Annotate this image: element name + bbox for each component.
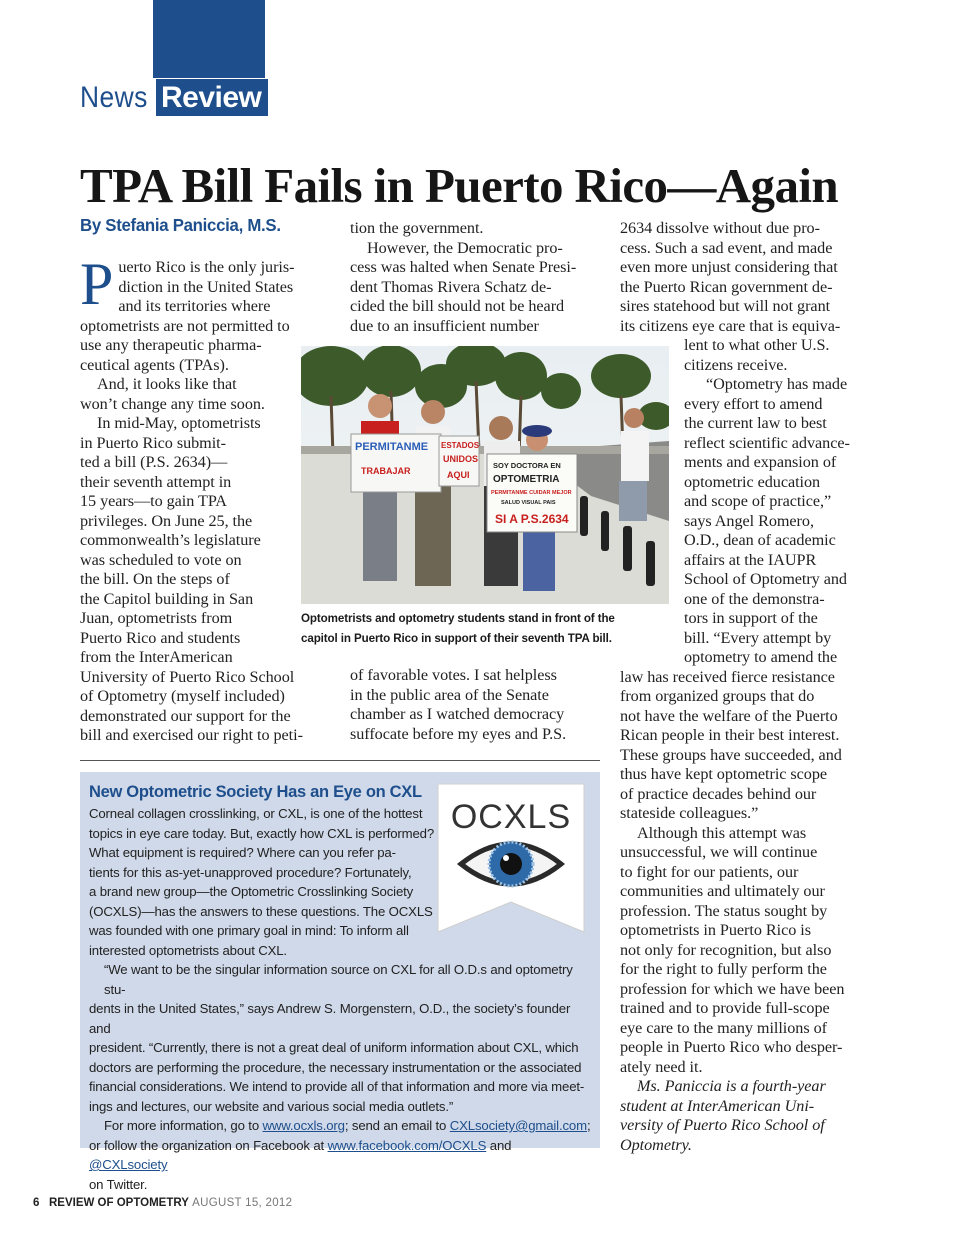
column-line: of Optometry (myself included) (80, 687, 285, 705)
eye-logo-icon (436, 782, 586, 938)
column-line: cess was halted when Senate Presi- (350, 258, 577, 276)
article-column-2-bottom (350, 666, 600, 744)
column-line: Juan, optometrists from (80, 609, 233, 627)
column-line: bill. “Every attempt by (684, 628, 832, 647)
article-headline: TPA Bill Fails in Puerto Rico—Again (80, 158, 839, 213)
column-line: uerto Rico is the only juris- (118, 258, 295, 276)
logo-text: OCXLS (450, 798, 572, 836)
column-line: the Capitol building in San (80, 589, 254, 608)
article-column-2-top (350, 219, 600, 336)
sidebar-line (89, 1136, 591, 1175)
column-line: one of the demonstra- (684, 589, 825, 608)
sign-2-line-2: UNIDOS (443, 454, 479, 464)
sign-1-line-1: PERMITANME (355, 441, 429, 453)
column-line: not have the welfare of the Puerto (620, 706, 838, 725)
sign-1-line-2: TRABAJAR (361, 466, 411, 476)
sign-3-line-2: OPTOMETRIA (493, 474, 560, 485)
sidebar-line: was founded with one primary goal in mind: To inform all (89, 923, 409, 938)
sidebar-line: Corneal collagen crosslinking, or CXL, is one of the hottest (89, 806, 423, 821)
sign-2-line-3: AQUI (447, 470, 470, 480)
column-line: optometrists in Puerto Rico is (620, 921, 811, 939)
sidebar-line: a brand new group—the Optometric Crosslinking Society (89, 884, 414, 899)
column-line: tors in support of the (684, 609, 818, 627)
caption-line: Optometrists and optometry students stand in front of the (301, 612, 615, 625)
column-line: people in Puerto Rico who desper- (620, 1038, 843, 1056)
article-column-1 (80, 251, 325, 746)
column-line: says Angel Romero, (684, 511, 814, 530)
sidebar-text-span: ; (586, 1118, 591, 1133)
column-line: commonwealth’s legislature (80, 531, 261, 549)
column-line: the current law to best (684, 414, 827, 432)
column-line: And, it looks like that (97, 375, 237, 393)
sidebar-line: president. “Currently, there is not a great deal of uniform information about CXL, which (89, 1040, 579, 1055)
column-line: reflect scientific advance- (684, 433, 850, 452)
column-line: citizens receive. (684, 355, 788, 374)
sidebar-line: interested optometrists about CXL. (89, 942, 287, 958)
column-line: 2634 dissolve without due pro- (620, 219, 820, 237)
column-line: 15 years—to gain TPA (80, 492, 227, 510)
column-line: affairs at the IAUPR (684, 550, 817, 569)
sidebar-line: doctors are performing the procedure, the necessary instrumentation or the associated (89, 1059, 582, 1075)
ocxls-logo (436, 782, 586, 938)
column-line: their seventh attempt in (80, 472, 232, 491)
sidebar-text-span: ; send an email to (344, 1118, 450, 1133)
website-link[interactable]: www.ocxls.org (262, 1118, 345, 1133)
column-line: O.D., dean of academic (684, 531, 836, 549)
sidebar-title: New Optometric Society Has an Eye on CXL (89, 783, 422, 801)
sidebar-line: financial considerations. We intend to provide all of that information and more via meet- (89, 1079, 585, 1094)
column-line: demonstrated our support for the (80, 706, 291, 725)
column-line: University of Puerto Rico School (80, 667, 295, 686)
article-column-3 (620, 219, 875, 1155)
sidebar-line: topics in eye care today. But, exactly how CXL is performed? (89, 825, 435, 841)
sidebar-line: tients for this as-yet-unapproved procedure? Fortunately, (89, 864, 412, 880)
twitter-link[interactable]: @CXLsociety (89, 1157, 168, 1172)
column-line: Rican people in their best interest. (620, 726, 840, 744)
column-line: and scope of practice,” (684, 492, 832, 510)
email-link[interactable]: CXLsociety@gmail.com (449, 1118, 587, 1133)
drop-cap: P (80, 251, 114, 317)
sign-3-line-4: SALUD VISUAL PAIS (501, 500, 556, 506)
protest-photo (301, 346, 669, 604)
column-line: thus have kept optometric scope (620, 765, 828, 783)
column-line: Puerto Rico and students (80, 628, 241, 647)
column-line: optometrists are not permitted to (80, 316, 290, 335)
column-line: bill and exercised our right to peti- (80, 726, 303, 744)
sidebar-line: ings and lectures, our website and various social media outlets.” (89, 1098, 454, 1114)
column-line: the bill. On the steps of (80, 570, 230, 588)
column-line: for the right to fully perform the (620, 960, 827, 978)
masthead-review: Review (156, 79, 268, 116)
sidebar-line: on Twitter. (89, 1176, 148, 1192)
sign-3-line-3: PERMITANME CUIDAR MEJOR (491, 490, 572, 496)
column-line: profession for which we have been (620, 979, 845, 998)
column-line: Although this attempt was (637, 823, 807, 842)
column-line: ted a bill (P.S. 2634)— (80, 453, 228, 471)
column-line: “Optometry has made (706, 375, 848, 393)
column-line: in Puerto Rico submit- (80, 433, 226, 452)
column-line: ately need it. (620, 1057, 703, 1076)
sidebar-line: (OCXLS)—has the answers to these questions. The OCXLS (89, 903, 433, 919)
column-line: use any therapeutic pharma- (80, 336, 262, 354)
section-masthead (80, 79, 268, 116)
caption-line: capitol in Puerto Rico in support of their seventh TPA bill. (301, 631, 612, 645)
column-line: optometry to amend the (684, 648, 838, 666)
column-line: School of Optometry and (684, 570, 847, 588)
sign-3-line-1: SOY DOCTORA EN (493, 461, 561, 470)
column-line: was scheduled to vote on (80, 550, 242, 569)
masthead-news: News (80, 81, 148, 114)
column-line: cess. Such a sad event, and made (620, 238, 833, 257)
column-line: In mid-May, optometrists (97, 414, 261, 432)
column-line: of favorable votes. I sat helpless (350, 666, 557, 684)
column-line: optometric education (684, 472, 821, 491)
author-note: Ms. Paniccia is a fourth-year (637, 1077, 826, 1095)
sign-2-line-1: ESTADOS (441, 441, 480, 450)
column-line: tion the government. (350, 219, 484, 237)
column-line: profession. The status sought by (620, 901, 828, 920)
column-line: law has received fierce resistance (620, 667, 835, 686)
article-photo (301, 346, 669, 604)
column-line: and its territories where (118, 297, 271, 315)
author-note: versity of Puerto Rico School of (620, 1116, 825, 1134)
column-line: privileges. On June 25, the (80, 511, 253, 530)
column-line: ceutical agents (TPAs). (80, 355, 229, 374)
column-line: sires statehood but will not grant (620, 297, 831, 315)
column-line: every effort to amend (684, 394, 823, 413)
column-line: suffocate before my eyes and P.S. (350, 724, 567, 743)
column-line: its citizens eye care that is equiva- (620, 316, 841, 335)
column-line: not only for recognition, but also (620, 940, 832, 959)
column-line: dent Thomas Rivera Schatz de- (350, 277, 552, 296)
sidebar-text-span: and (486, 1137, 512, 1153)
sidebar-text-span: or follow the organization on Facebook at (89, 1137, 328, 1153)
sidebar-line (89, 1116, 591, 1136)
sidebar-line: dents in the United States,” says Andrew S. Morgenstern, O.D., the society’s founder and (89, 1001, 571, 1036)
author-note: student at InterAmerican Uni- (620, 1096, 815, 1115)
photo-caption (301, 609, 669, 648)
column-line: trained and to provide full-scope (620, 999, 830, 1017)
sidebar-line: “We want to be the singular information source on CXL for all O.D.s and optometry stu- (104, 962, 573, 997)
column-line: from organized groups that do (620, 687, 815, 705)
column-line: cided the bill should not be heard (350, 297, 565, 315)
page-number: 6 (33, 1197, 40, 1209)
column-line: eye care to the many millions of (620, 1018, 827, 1037)
article-byline: By Stefania Paniccia, M.S. (80, 215, 281, 235)
column-line: from the InterAmerican (80, 648, 233, 666)
column-line: ments and expansion of (684, 453, 837, 471)
masthead-bar (153, 0, 265, 78)
column-line: stateside colleagues.” (620, 804, 759, 822)
column-line: However, the Democratic pro- (367, 238, 563, 257)
issue-date: AUGUST 15, 2012 (192, 1197, 293, 1209)
column-line: diction in the United States (118, 277, 294, 296)
column-line: lent to what other U.S. (684, 336, 830, 354)
column-line: even more unjust considering that (620, 258, 838, 276)
column-line: These groups have succeeded, and (620, 745, 842, 764)
section-divider (80, 760, 600, 761)
column-line: communities and ultimately our (620, 882, 825, 900)
sidebar-line: What equipment is required? Where can you refer pa- (89, 845, 396, 860)
column-line: in the public area of the Senate (350, 685, 549, 704)
sign-3-line-5: SI A P.S.2634 (495, 512, 569, 526)
column-line: unsuccessful, we will continue (620, 843, 818, 861)
column-line: due to an insufficient number (350, 316, 539, 335)
author-note: Optometry. (620, 1135, 692, 1154)
column-line: chamber as I watched democracy (350, 705, 565, 723)
column-line: won’t change any time soon. (80, 394, 265, 413)
page-footer (33, 1197, 292, 1209)
publication-name: REVIEW OF OPTOMETRY (49, 1197, 189, 1209)
column-line: to fight for our patients, our (620, 862, 799, 881)
sidebar-text-span: For more information, go to (104, 1118, 263, 1133)
facebook-link[interactable]: www.facebook.com/OCXLS (327, 1137, 487, 1153)
column-line: of practice decades behind our (620, 784, 817, 803)
column-line: the Puerto Rican government de- (620, 277, 833, 296)
